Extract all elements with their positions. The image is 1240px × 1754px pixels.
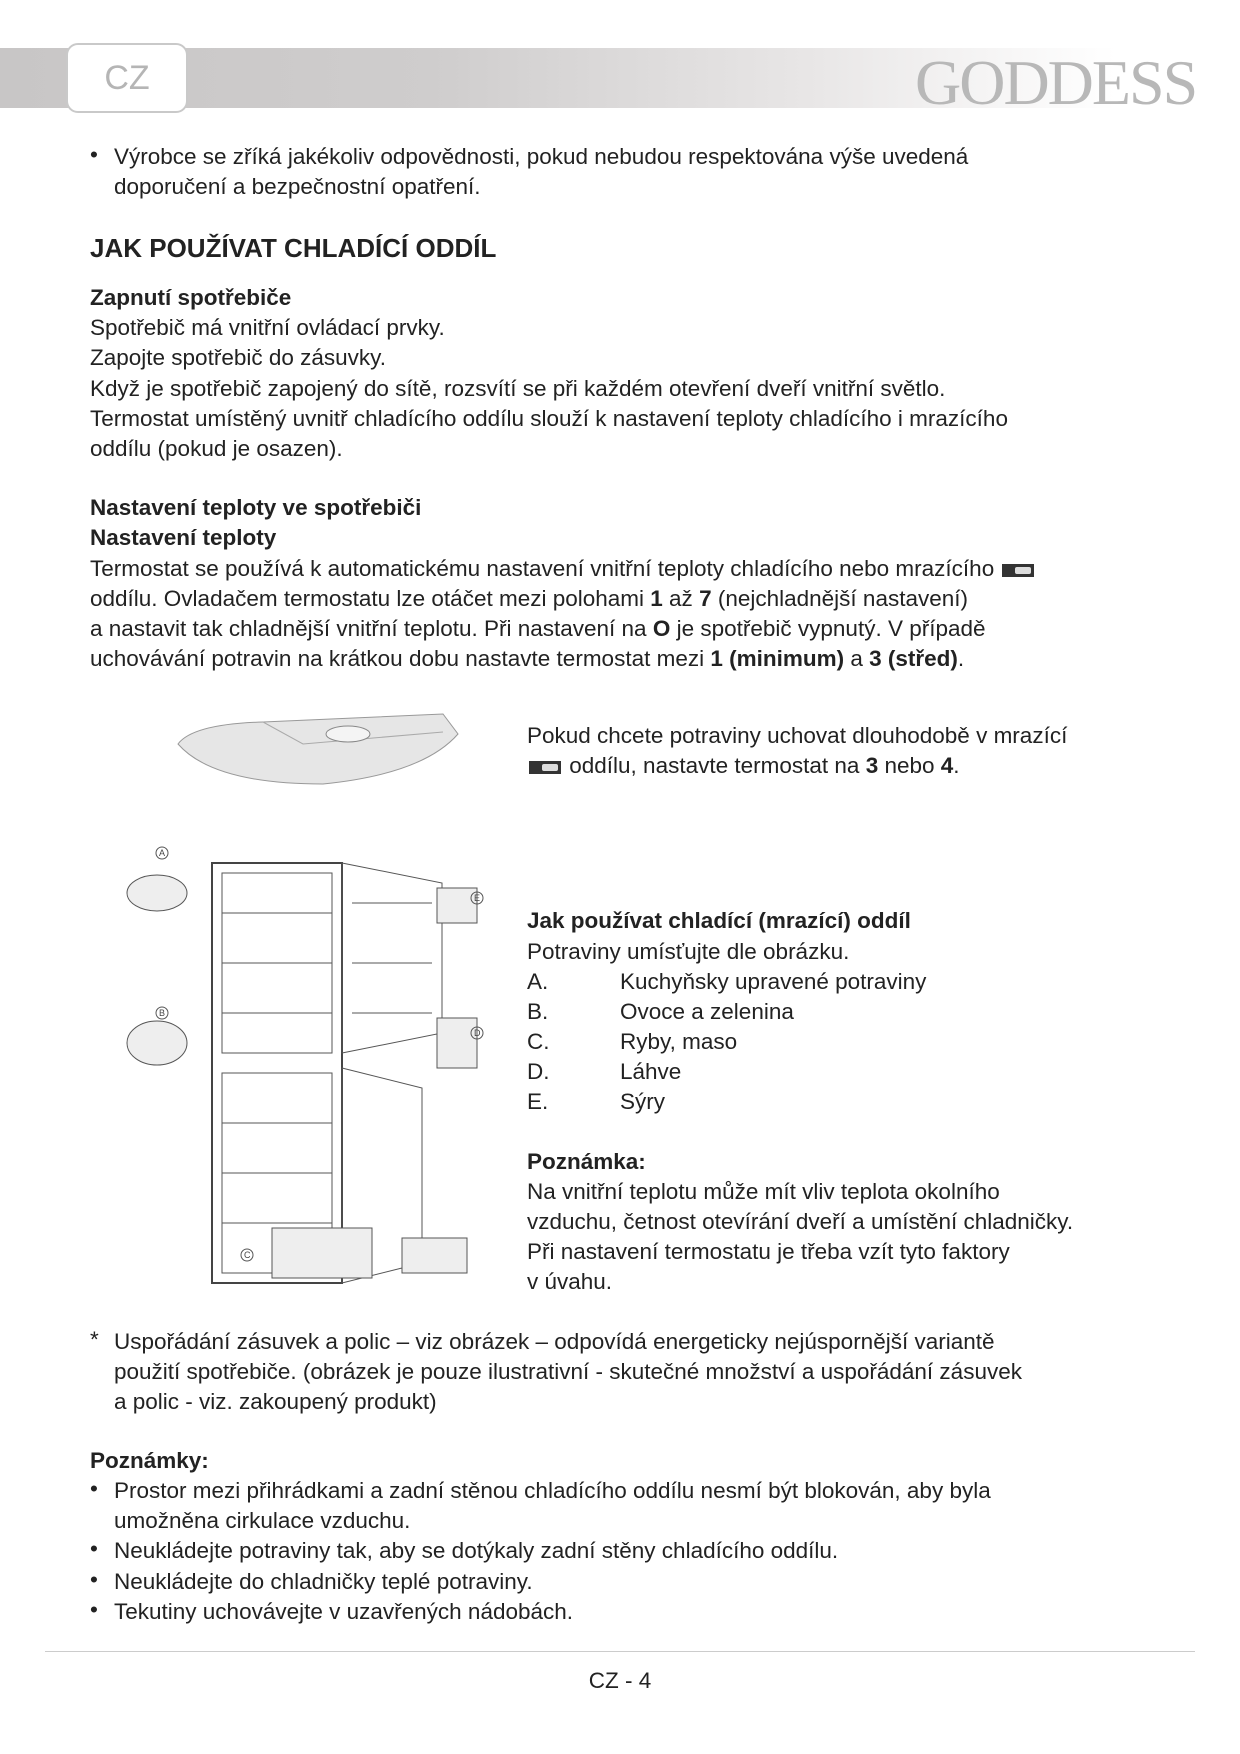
- text-line: oddílu. Ovladačem termostatu lze otáčet mezi polohami 1 až 7 (nejchladnější nastavení): [90, 586, 968, 611]
- text-line: Při nastavení termostatu je třeba vzít tyto faktory: [527, 1239, 1010, 1264]
- figure-label: C: [244, 1250, 251, 1260]
- text-line: Spotřebič má vnitřní ovládací prvky.: [90, 315, 445, 340]
- subheading: Nastavení teploty ve spotřebiči: [90, 495, 422, 520]
- bullet: •: [90, 142, 98, 167]
- text-line: vzduchu, četnost otevírání dveří a umístění chladničky.: [527, 1209, 1074, 1234]
- text-line: uchovávání potravin na krátkou dobu nastavte termostat mezi 1 (minimum) a 3 (střed).: [90, 646, 965, 671]
- text-line: Prostor mezi přihrádkami a zadní stěnou chladícího oddílu nesmí být blokován, aby byla: [114, 1478, 991, 1503]
- bullet: •: [90, 1476, 98, 1501]
- subheading: Poznámky:: [90, 1448, 209, 1473]
- thermostat-illustration: [173, 704, 463, 789]
- figure-label: A: [159, 848, 166, 858]
- text-line: Tekutiny uchovávejte v uzavřených nádobách.: [114, 1599, 574, 1624]
- text-line: Když je spotřebič zapojený do sítě, rozsvítí se při každém otevření dveří vnitřní světlo.: [90, 376, 946, 401]
- text-line: oddílu (pokud je osazen).: [90, 436, 343, 461]
- freezer-icon: [1002, 564, 1034, 577]
- bullet: •: [90, 1597, 98, 1622]
- freezer-icon: [529, 761, 561, 774]
- text-line: a polic - viz. zakoupený produkt): [114, 1389, 437, 1414]
- subheading: Jak používat chladící (mrazící) oddíl: [527, 908, 911, 933]
- text-line: a nastavit tak chladnější vnitřní teplotu. Při nastavení na O je spotřebič vypnutý. V případě: [90, 616, 986, 641]
- list-key: A.: [527, 969, 549, 994]
- text-line: v úvahu.: [527, 1269, 613, 1294]
- list-key: E.: [527, 1089, 549, 1114]
- list-value: Láhve: [620, 1059, 682, 1084]
- asterisk-mark: *: [90, 1327, 99, 1352]
- text-line: Na vnitřní teplotu může mít vliv teplota okolního: [527, 1179, 1000, 1204]
- text-line: doporučení a bezpečnostní opatření.: [114, 174, 481, 199]
- bullet: •: [90, 1536, 98, 1561]
- text-line: Neukládejte potraviny tak, aby se dotýkaly zadní stěny chladícího oddílu.: [114, 1538, 839, 1563]
- text-line: Termostat se používá k automatickému nastavení vnitřní teploty chladícího nebo mrazícího: [90, 554, 1036, 584]
- text-line: použití spotřebiče. (obrázek je pouze ilustrativní - skutečné množství a uspořádání zásuvek: [114, 1359, 1022, 1384]
- subheading: Poznámka:: [527, 1149, 646, 1174]
- list-key: B.: [527, 999, 549, 1024]
- subheading: Zapnutí spotřebiče: [90, 285, 292, 310]
- page-number: CZ - 4: [588, 1668, 652, 1693]
- figure-label: B: [159, 1008, 166, 1018]
- fridge-illustration: [112, 843, 492, 1298]
- list-value: Ovoce a zelenina: [620, 999, 794, 1024]
- bullet: •: [90, 1567, 98, 1592]
- brand-logo: GODDESS: [915, 47, 1197, 118]
- figure-label: E: [474, 893, 481, 903]
- list-value: Sýry: [620, 1089, 665, 1114]
- text-line: Pokud chcete potraviny uchovat dlouhodobě v mrazící: [527, 723, 1068, 748]
- text-line: Výrobce se zříká jakékoliv odpovědnosti, pokud nebudou respektována výše uvedená: [114, 144, 969, 169]
- text-line: Zapojte spotřebič do zásuvky.: [90, 345, 386, 370]
- language-badge: CZ: [66, 43, 188, 113]
- footer-divider: [45, 1651, 1195, 1652]
- subheading: Nastavení teploty: [90, 525, 277, 550]
- figure-label: D: [474, 1028, 481, 1038]
- text-line: Potraviny umísťujte dle obrázku.: [527, 939, 850, 964]
- text-line: umožněna cirkulace vzduchu.: [114, 1508, 411, 1533]
- text-line: Neukládejte do chladničky teplé potraviny.: [114, 1569, 533, 1594]
- list-value: Ryby, maso: [620, 1029, 738, 1054]
- section-heading: JAK POUŽÍVAT CHLADÍCÍ ODDÍL: [90, 233, 497, 263]
- text-line: oddílu, nastavte termostat na 3 nebo 4.: [527, 751, 960, 781]
- list-value: Kuchyňsky upravené potraviny: [620, 969, 927, 994]
- text-line: Termostat umístěný uvnitř chladícího oddílu slouží k nastavení teploty chladícího i mrazícího: [90, 406, 1008, 431]
- list-key: C.: [527, 1029, 550, 1054]
- list-key: D.: [527, 1059, 550, 1084]
- text-line: Uspořádání zásuvek a polic – viz obrázek – odpovídá energeticky nejúspornější variantě: [114, 1329, 995, 1354]
